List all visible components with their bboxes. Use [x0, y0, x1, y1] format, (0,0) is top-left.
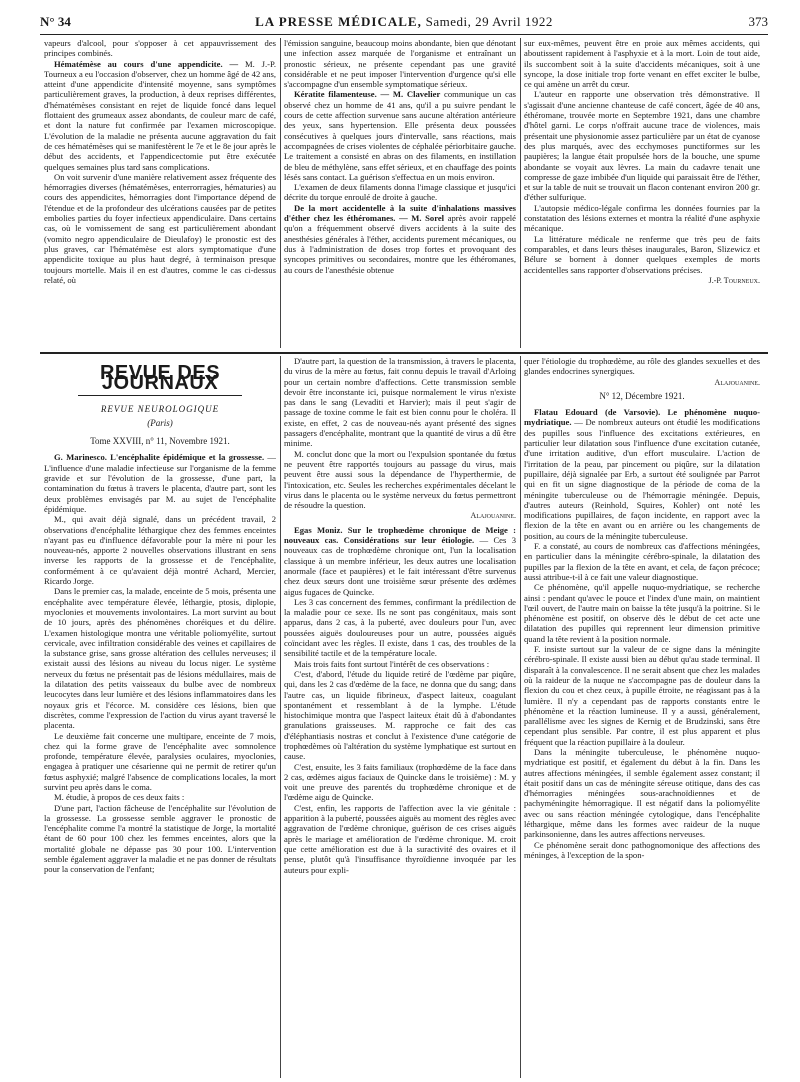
- top-column-1: [44, 38, 276, 348]
- article-heading: Flatau Edouard (de Varsovie). Le phénomène nuquo-mydriatique.: [524, 407, 760, 428]
- paragraph: quer l'étiologie du trophœdème, au rôle des glandes sexuelles et des glandes endocrines synergiques.: [524, 356, 760, 377]
- paragraph: F. a constaté, au cours de nombreux cas d'affections méningées, en particulier dans la méningite cérébro-spinale, la dilatation des pupilles par la flexion de la tête en avant, et cela, de façon précoce; aussi attribue-t-il à ce fait une valeur diagnostique.: [524, 541, 760, 582]
- article-text: — De nombreux auteurs ont étudié les modifications des pupilles sous l'influence des excitations extérieures, en particulier leur dilatation sous l'influence d'une excitation cutanée, d'une irritation auditive, d'un effort musculaire. L'action de l'irritation de la peau, par pincement ou piqûre, sur la dilatation pupillaire, déjà signalée par Erb, a surtout été soulignée par Parrot qui en fit un signe diagnostique de la période de coma de la méningite tuberculeuse ou de l'hémorragie méningée. Depuis, d'autres auteurs (Reinhold, Squires, Kohler) ont noté les modifications pupillaires, de façon incidente, en rapport avec la flexion de la tête en avant ou en arrière ou les changements de position, au cours de la méningite tuberculeuse.: [524, 417, 760, 541]
- column-divider: [280, 38, 281, 348]
- top-column-3: [524, 38, 760, 348]
- article-text: M. J.-P. Tourneux a eu l'occasion d'observer, chez un homme âgé de 42 ans, atteint d'une appendicite d'intensité moyenne, sans symptômes particulièrement graves, la production, à deux reprises différentes, d'hématémèses consistant en rejet de liquide foncé dans lequel flottaient des grumeaux assez abondants, de couleur marc de café, et dont la nature fut confirmée par l'examen microscopique. L'évolution de la maladie ne présenta aucune aggravation du fait de ces hématémèses qui se manifestèrent le 7e et le 8e jour après le début des accidents, et l'appendicectomie put être exécutée quelques semaines plus tard sans complications.: [44, 58, 276, 172]
- author-signature: J.-P. Tourneux.: [708, 275, 760, 285]
- page-number-right: 373: [748, 14, 768, 29]
- paragraph: [524, 407, 760, 541]
- paragraph: L'autopsie médico-légale confirma les données fournies par la constatation des lésions externes et montra la réalité d'une asphyxie mécanique.: [524, 202, 760, 234]
- article-text: communique un cas observé chez un homme de 41 ans, qu'il a pu suivre pendant le cours de cette affection survenue sans aucune altération antérieure des yeux, sans hypertension. Elle présenta deux poussées consécutives à quelques jours d'intervalle, sans réactions, mais accompagnées de crises violentes de céphalée périorbitaire gauche. Le traitement a consisté en abras on des filaments, en instillation de bleu de méthylène, sans effet sérieux, et en chauffage des points lésés sans contact. La guérison s'effectua en un mois environ.: [284, 89, 516, 182]
- title-rule: [78, 395, 242, 396]
- column-divider: [280, 356, 281, 1078]
- paragraph: Mais trois faits font surtout l'intérêt de ces observations :: [294, 658, 490, 669]
- bottom-column-3: [524, 356, 760, 1078]
- page-header: [40, 14, 768, 30]
- paragraph: On voit survenir d'une manière relativement assez fréquente des hémorragies diverses (hématémèses, enterrorragies, hématuries) au cours des appendicites, hémorragies dont l'importance dépend de l'étendue et de la profondeur des ulcérations causées par de petites embolies parties du foyer infectieux appendiculaire. Dans certains cas, où le vomissement de sang est particulièrement abondant (vomito negro appendiculaire de Dieulafoy) le pronostic est des plus graves, car l'hématémèse est alors symptomatique d'une appendicite toxique au plus haut degré, à terminaison presque toujours mortelle. Mais il en est d'autres, comme le cas ci-dessus relaté, où: [44, 171, 276, 285]
- issue-date: Samedi, 29 Avril 1922: [425, 14, 553, 29]
- paragraph: F. insiste surtout sur la valeur de ce signe dans la méningite cérébro-spinale. Il existe aussi bien au début qu'au stade terminal. Il disparaît à la convalescence. Il ne serait absent que chez les malades où la raideur de la nuque ne s'accompagne pas de douleur dans la flexion du cou et chez ceux, à pupille étroite, ne réagissant pas à la lumière. Il n'y a cependant pas de rapports constants entre le phénomène et la réaction lumineuse. Il y a aussi, généralement, parallélisme avec les signes de Kernig et de Brudzinski, sans être cependant plus sensible. Par contre, il est plus apparent et plus fréquent que la réaction pupillaire à la douleur.: [524, 644, 760, 747]
- paragraph: C'est, d'abord, l'étude du liquide retiré de l'œdème par piqûre, qui, dans les 2 cas d'œdème de la face, ne donna que du sang; dans l'autre cas, un liquide fibrineux, d'aspect laiteux, coagulant spontanément et ressemblant à de la lymphe. L'étude histochimique montra que l'aspect laiteux était dû à d'abondantes granulations graisseuses. M. rapproche ce fait des cas d'éléphantiasis nostras et conclut à l'existence d'une catégorie de trophœdèmes où l'altération du système lymphatique est surtout en cause.: [284, 668, 516, 762]
- journal-issue: Tome XXVIII, n° 11, Novembre 1921.: [90, 436, 230, 447]
- column-divider: [520, 356, 521, 1078]
- article-heading: Kératite filamenteuse. — M. Clavelier: [294, 89, 441, 100]
- paragraph: [44, 452, 276, 514]
- article-heading: Egas Moniz. Sur le trophœdème chronique de Meige : nouveaux cas. Considérations sur leur étiologie.: [284, 524, 516, 546]
- paragraph: Ce phénomène serait donc pathognomonique des affections des méninges, à l'exception de la spon-: [524, 839, 760, 860]
- paragraph: D'une part, l'action fâcheuse de l'encéphalite sur l'évolution de la grossesse. La grossesse semble aggraver le pronostic de l'encéphalite comme l'a montré la statistique de Jorge, la mortalité étant de 60 pour 100 chez les femmes enceintes, alors que la mortalité globale ne dépasse pas 30 pour 100. L'intervention semble également aggraver la maladie et ne pas donner de résultats pour la conservation de l'enfant;: [44, 802, 276, 875]
- top-column-2: [284, 38, 516, 348]
- paragraph: M. conclut donc que la mort ou l'expulsion spontanée du fœtus ne peuvent être rapportés toujours au passage du virus, mais peuvent être aussi sous la dépendance de l'hyperthermie, de l'intoxication, etc. Seules les recherches expérimentales décelant le virus dans le placenta ou le système nerveux du fœtus permettront de résoudre la question.: [284, 448, 516, 511]
- paragraph: [284, 525, 516, 597]
- author-signature: Alajouanine.: [470, 511, 516, 521]
- paragraph: La littérature médicale ne renferme que très peu de faits comparables, et dans leurs thèses inaugurales, Baron, Slizewicz et Bélure se bornent à donner quelques exemples de morts accidentelles sans rapporter d'observations précises.: [524, 233, 760, 275]
- article-heading: G. Marinesco. L'encéphalite épidémique et la grossesse.: [54, 452, 265, 463]
- header-rule: [40, 34, 768, 35]
- paragraph: L'examen de deux filaments donna l'image classique et jusqu'ici décrite du torque enroulé de droite à gauche.: [284, 182, 516, 203]
- running-title: [40, 14, 768, 30]
- paragraph: Dans la méningite tuberculeuse, le phénomène nuquo-mydriatique est positif, et également du début à la fin. Dans les autres affections méningées, il semble également assez constant; il était positif dans un cas de méningite séreuse otitique, dans des cas d'hémorragies méningées sous-arachnoïdiennes et de pachyméningite hémorragique. Il est négatif dans la poliomyélite avec ou sans réaction méningée cytologique, dans l'encéphalite léthargique, même dans les formes avec raideur de la nuque parkinsonienne, dans les autres affections nerveuses.: [524, 746, 760, 840]
- paragraph: sur eux-mêmes, peuvent être en proie aux mêmes accidents, qui aboutissent rapidement à l'asphyxie et à la mort. Loin de tout aide, ils succombent soit à la suite d'accidents mécaniques, soit à une syncope, la dose initiale trop forte venant en effet exciter le bulbe, ce qui amène un arrêt du cœur.: [524, 38, 760, 90]
- article-text: après avoir rappelé qu'on a fréquemment observé divers accidents à la suite des anesthésies générales à l'éther, accidents purement mécaniques, ou dus à l'administration de doses trop fortes et provoquant des syncopes primitives ou secondaires, montre que les éthéromanes, au cours de l'anesthésie obtenue: [284, 213, 516, 275]
- journal-category: REVUE NEUROLOGIQUE: [100, 403, 220, 414]
- page-number-left: N° 34: [40, 14, 71, 29]
- column-divider: [520, 38, 521, 348]
- paragraph: Dans le premier cas, la malade, enceinte de 5 mois, présenta une encéphalite avec température élevée, léthargie, ptosis, diplopie, myoclonies et mouvements involontaires. La mort survint au bout de 10 jours, après des phénomènes choréiques et du délire. L'examen histologique montra une véritable poliomyélite, surtout cervicale, avec infiltration considérable des veines et capillaires de la substance grise, sans grosse altération des cellules nerveuses; il existait aussi des lésions au niveau du locus niger. Le système nerveux du fœtus ne présentait pas de lésions médullaires, mais de la dilatation des petits vaisseaux du bulbe avec de nombreux leucocytes dans leur lumière et des lésions inflammatoires dans les noyaux gris et l'écorce. M. considère ces lésions, bien que discrètes, comme l'expression de l'action du virus ayant traversé le placenta.: [44, 586, 276, 731]
- author-signature: Alajouanine.: [714, 377, 760, 387]
- article-heading: De la mort accidentelle à la suite d'inhalations massives d'éther chez les éthéromanes. — M. Sorel: [284, 202, 516, 224]
- article-heading: Hématémèse au cours d'une appendicite. —: [54, 58, 239, 69]
- bottom-column-2: [284, 356, 516, 1078]
- paragraph: C'est, ensuite, les 3 faits familiaux (trophœdème de la face dans 2 cas, œdèmes aigus faciaux de Quincke dans le troisième) : M. y voit une preuve des parentés du trophœdème chronique et de l'œdème aigu de Quincke.: [284, 761, 516, 803]
- paragraph: [284, 203, 516, 275]
- bottom-column-1: [44, 356, 276, 1078]
- section-rule: [40, 352, 768, 354]
- paragraph: C'est, enfin, les rapports de l'affection avec la vie génitale : apparition à la puberté, poussées aiguës au moment des règles avec aggravation de l'œdème chronique, guérison de ces crises aiguës après le mariage et amélioration de l'œdème chronique. M. croit que cette amélioration est due à la suractivité des ovaires et il pense, plutôt qu'à l'insuffisance thyroïdienne invoquée par les auteurs pour expli-: [284, 802, 516, 875]
- journal-issue: N° 12, Décembre 1921.: [599, 390, 685, 401]
- paragraph: Les 3 cas concernent des femmes, confirmant la prédilection de la maladie pour ce sexe. Ils ne sont pas congénitaux, mais sont apparus, dans 2 cas, à la puberté, avec douleurs pour l'un, avec poussées aiguës douloureuses pour un autre, poussées aiguës coïncidant avec les règles. Il existe, dans 1 cas, des troubles de la sensibilité tactile et de la température locale.: [284, 596, 516, 659]
- journal-name: LA PRESSE MÉDICALE,: [255, 14, 422, 29]
- paragraph: Le deuxième fait concerne une multipare, enceinte de 7 mois, chez qui la forme grave de l'encéphalite avec somnolence profonde, température élevée, paralysies oculaires, myoclonies, engagea à pratiquer une césarienne qui ne permit de retirer qu'un fœtus asphyxié; malgré l'absence de complications locales, la mort survint peu après dans le coma.: [44, 730, 276, 792]
- paragraph: Ce phénomène, qu'il appelle nuquo-mydriatique, se recherche ainsi : pendant qu'avec le pouce et l'index d'une main, on maintient l'œil ouvert, de l'autre main on baisse la tête jusqu'à la poitrine. Si le phénomène est positif, on observe dès le début de cet acte une dilatation des pupilles qui reprennent leur dimension primitive quand la tête revient à la position normale.: [524, 582, 760, 644]
- article-text: — L'influence d'une maladie infectieuse sur l'organisme de la femme gravide et sur l'évolution de la grossesse, d'une part, la contamination du fœtus à travers le placenta, d'autre part, sont les deux problèmes envisagés par M. au sujet de l'encéphalite épidémique.: [44, 452, 276, 514]
- paragraph: vapeurs d'alcool, pour s'opposer à cet appauvrissement des principes combinés.: [44, 38, 276, 59]
- paragraph: M. étudie, à propos de ces deux faits :: [54, 792, 185, 803]
- paragraph: [44, 59, 276, 172]
- journal-city: (Paris): [147, 417, 173, 428]
- paragraph: [284, 89, 516, 182]
- paragraph: L'auteur en rapporte une observation très démonstrative. Il s'agissait d'une ancienne chanteuse de café concert, âgée de 40 ans, éthéromane, trouvée morte en Septembre 1921, dans une chambre d'hôtel garni. Le corps n'offrait aucune trace de violences, mais présentait une physionomie assez particulière par un état de cyanose des plus marqués, avec des ecchymoses punctiformes sur les paupières; la langue était propulsée hors de la bouche, une spume abondante se voyait aux lèvres. La main du cadavre tenait une compresse de gaze imbibée d'un liquide qui paraissait être de l'éther, et sur la table de nuit se trouvait un flacon contenant environ 200 gr. d'éther sulfurique.: [524, 89, 760, 203]
- section-title: REVUE DES JOURNAUX: [99, 362, 221, 395]
- article-text: — Ces 3 nouveaux cas de trophœdème chronique ont, l'un la localisation classique à un membre inférieur, les deux autres une localisation anormale (face et paupières) et le fait intéressant d'être survenus chez deux sœurs dont une troisième sœur présente des œdèmes aigus fugaces de Quincke.: [284, 535, 516, 597]
- paragraph: D'autre part, la question de la transmission, à travers le placenta, du virus de la mère au fœtus, fait connu depuis le travail d'Arloing pour un certain nombre d'affections. Cette transmission semble devoir être inconstante ici, puisque normalement le virus n'existe pas dans le sang (Levaditi et Harvier); mais il peut s'agir de passage de toxine comme le fait est bien connu pour le choléra. Il existe, en effet, 2 cas de nouveau-nés ayant présenté des signes passagers d'encéphalite, montrant que la quantité de virus a dû être minime.: [284, 356, 516, 449]
- paragraph: l'émission sanguine, beaucoup moins abondante, bien que dénotant une infection assez marquée de l'organisme et entraînant un pronostic sérieux, ne présente cependant pas une gravité considérable et ne peut imposer l'intervention d'urgence qu'si elle s'accompagne d'un ensemble symptomatique sérieux.: [284, 38, 516, 90]
- paragraph: M., qui avait déjà signalé, dans un précédent travail, 2 observations d'encéphalite léthargique chez des femmes enceintes n'ayant pas eu d'influence défavorable pour la mère ni pour les nouveau-nés, apporte 2 nouvelles observations illustrant en sens inverse les rapports de la grossesse et de l'encéphalite, conformément à ce qu'avaient déjà montré Achard, Mercier, Ricardo Jorge.: [44, 514, 276, 587]
